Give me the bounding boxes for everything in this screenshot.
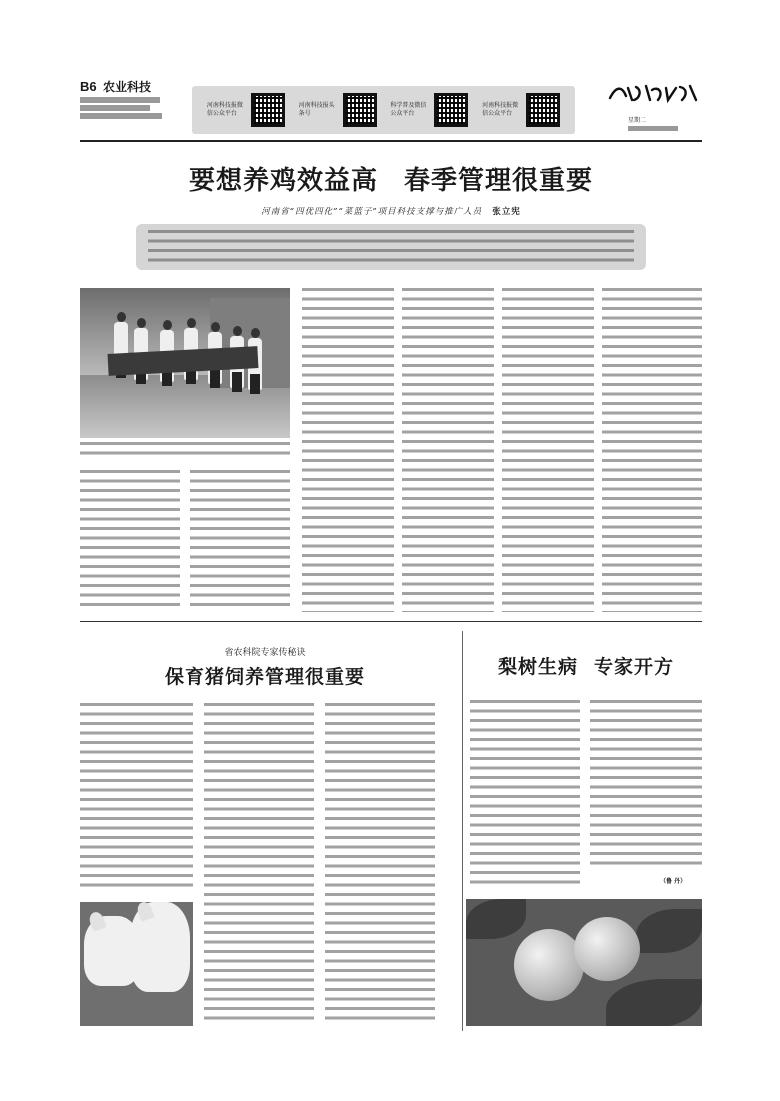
piglets-photo <box>80 902 193 1026</box>
qr-label: 河南科技报微信公众平台 <box>206 102 243 117</box>
article-column <box>325 703 435 1026</box>
weekday: 星期二 <box>628 117 647 124</box>
reporter-tag: （鲁 丹） <box>660 878 687 885</box>
qr-item <box>207 93 285 127</box>
newspaper-logo-icon <box>606 82 702 104</box>
main-subtitle: 河南省“四优四化”“菜篮子”项目科技支撑与推广人员 张立宪 <box>261 206 521 217</box>
article-column <box>190 470 290 612</box>
issue-date <box>592 126 702 131</box>
qr-label: 科学普及微信公众平台 <box>390 102 427 117</box>
masthead-rule <box>80 140 702 142</box>
qr-item <box>390 93 468 127</box>
pear-article-title: 梨树生病 专家开方 <box>497 656 675 678</box>
qr-label: 河南科技报微信公众平台 <box>482 102 519 117</box>
masthead <box>80 78 702 142</box>
section-divider <box>80 621 702 622</box>
article-column <box>402 288 494 612</box>
article-column <box>602 288 702 612</box>
section-name: 农业科技 <box>102 80 151 94</box>
newspaper-page <box>80 78 702 1038</box>
section-header <box>80 78 188 121</box>
pig-article-title: 保育猪饲养管理很重要 <box>164 666 365 688</box>
newspaper-logo <box>592 82 702 109</box>
article-column <box>302 288 394 612</box>
qr-label: 河南科技报头条号 <box>298 102 335 117</box>
author-name: 张立宪 <box>492 206 521 216</box>
pig-article-kicker: 省农科院专家传秘诀 <box>224 648 306 658</box>
qr-code-icon[interactable] <box>526 93 560 127</box>
editor-info <box>80 97 188 119</box>
qr-item <box>482 93 560 127</box>
qr-item <box>299 93 377 127</box>
article-column <box>470 700 580 890</box>
qr-code-strip <box>192 86 575 134</box>
farmers-group-photo <box>80 288 290 438</box>
page-number: B6 <box>80 79 97 94</box>
article-column <box>590 700 702 870</box>
column-divider <box>462 631 463 1031</box>
qr-code-icon[interactable] <box>251 93 285 127</box>
article-column <box>502 288 594 612</box>
pears-photo <box>466 899 702 1026</box>
lead-summary-box <box>136 224 646 270</box>
qr-code-icon[interactable] <box>343 93 377 127</box>
article-column <box>80 703 193 893</box>
article-column <box>204 703 314 1026</box>
article-column <box>80 470 180 612</box>
qr-code-icon[interactable] <box>434 93 468 127</box>
main-headline: 要想养鸡效益高 春季管理很重要 <box>188 165 594 195</box>
masthead-right <box>592 82 702 131</box>
photo-caption <box>80 442 290 458</box>
